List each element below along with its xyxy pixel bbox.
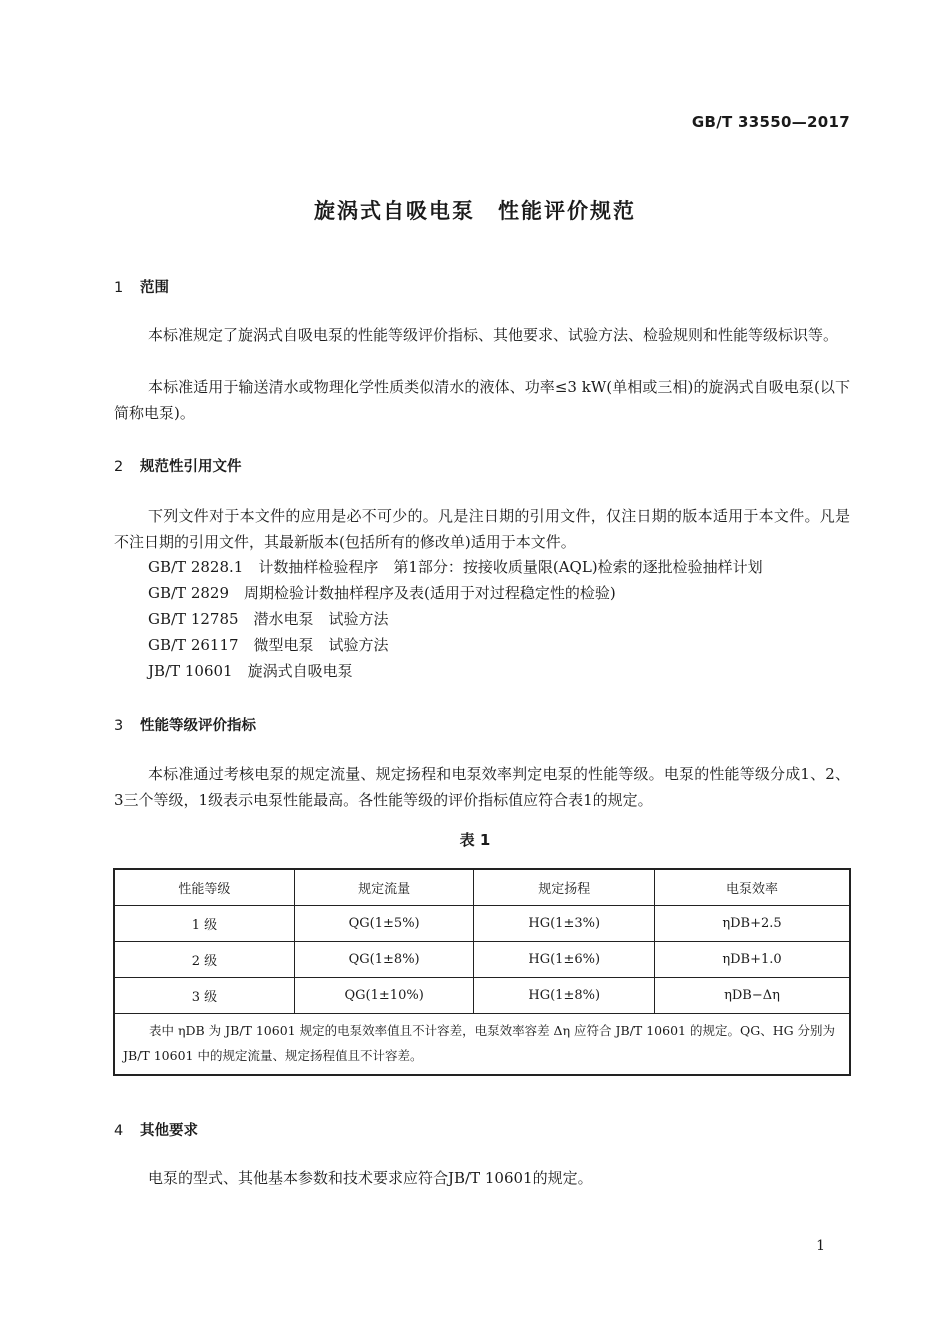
table-cell: HG(1±8%) <box>474 978 655 1014</box>
document-title: 旋涡式自吸电泵 性能评价规范 <box>314 199 636 223</box>
table-cell: QG(1±5%) <box>294 906 474 942</box>
section-title: 规范性引用文件 <box>140 459 242 475</box>
section-title: 其他要求 <box>140 1123 198 1139</box>
section-4-heading <box>114 1119 198 1140</box>
table-cell: QG(1±10%) <box>294 978 474 1014</box>
section-1-paragraph-1: 本标准规定了旋涡式自吸电泵的性能等级评价指标、其他要求、试验方法、检验规则和性能等级标识等。 <box>148 326 839 344</box>
table-row <box>114 906 850 942</box>
section-title: 性能等级评价指标 <box>140 718 256 734</box>
reference-item: GB/T 26117 微型电泵 试验方法 <box>148 636 389 654</box>
reference-item: JB/T 10601 旋涡式自吸电泵 <box>148 662 353 680</box>
standard-number: GB/T 33550—2017 <box>691 113 850 131</box>
reference-item: GB/T 2828.1 计数抽样检验程序 第1部分：按接收质量限(AQL)检索的逐批检验抽样计划 <box>148 558 763 576</box>
page-number: 1 <box>816 1238 825 1254</box>
section-3-paragraph-1: 本标准通过考核电泵的规定流量、规定扬程和电泵效率判定电泵的性能等级。电泵的性能等级分成1、2、3三个等级，1级表示电泵性能最高。各性能等级的评价指标值应符合表1的规定。 <box>114 765 850 809</box>
performance-grade-table <box>113 868 851 1076</box>
section-number: 3 <box>114 718 124 734</box>
table-cell: ηDB+2.5 <box>655 906 851 942</box>
section-1-heading <box>114 276 169 297</box>
section-2-paragraph-1: 下列文件对于本文件的应用是必不可少的。凡是注日期的引用文件，仅注日期的版本适用于本文件。凡是不注日期的引用文件，其最新版本(包括所有的修改单)适用于本文件。 <box>114 507 850 551</box>
section-3-heading <box>114 714 256 735</box>
table-header-cell: 规定扬程 <box>474 869 655 906</box>
table-cell: 1 级 <box>114 906 294 942</box>
table-header-cell: 电泵效率 <box>655 869 851 906</box>
reference-item: GB/T 2829 周期检验计数抽样程序及表(适用于对过程稳定性的检验) <box>148 584 616 602</box>
section-number: 4 <box>114 1123 124 1139</box>
table-cell: QG(1±8%) <box>294 942 474 978</box>
reference-item: GB/T 12785 潜水电泵 试验方法 <box>148 610 389 628</box>
table-cell: ηDB+1.0 <box>655 942 851 978</box>
table-header-cell: 规定流量 <box>294 869 474 906</box>
table-cell: HG(1±3%) <box>474 906 655 942</box>
table-caption: 表 1 <box>459 831 491 849</box>
table-note: 表中 ηDB 为 JB/T 10601 规定的电泵效率值且不计容差，电泵效率容差 Δη 应符合 JB/T 10601 的规定。QG、HG 分别为 JB/T 10601 中的规定流量、规定扬程值且不计容差。 <box>114 1014 850 1076</box>
table-row <box>114 978 850 1014</box>
section-number: 1 <box>114 280 124 296</box>
section-4-paragraph-1: 电泵的型式、其他基本参数和技术要求应符合JB/T 10601的规定。 <box>148 1169 593 1187</box>
section-1-paragraph-2: 本标准适用于输送清水或物理化学性质类似清水的液体、功率≤3 kW(单相或三相)的旋涡式自吸电泵(以下简称电泵)。 <box>114 378 850 422</box>
table-header-row <box>114 869 850 906</box>
table-row <box>114 942 850 978</box>
section-title: 范围 <box>140 280 169 296</box>
table-cell: 3 级 <box>114 978 294 1014</box>
table-note-row <box>114 1014 850 1076</box>
section-2-heading <box>114 455 242 476</box>
section-number: 2 <box>114 459 124 475</box>
table-cell: HG(1±6%) <box>474 942 655 978</box>
table-cell: ηDB−Δη <box>655 978 851 1014</box>
table-cell: 2 级 <box>114 942 294 978</box>
table-header-cell: 性能等级 <box>114 869 294 906</box>
